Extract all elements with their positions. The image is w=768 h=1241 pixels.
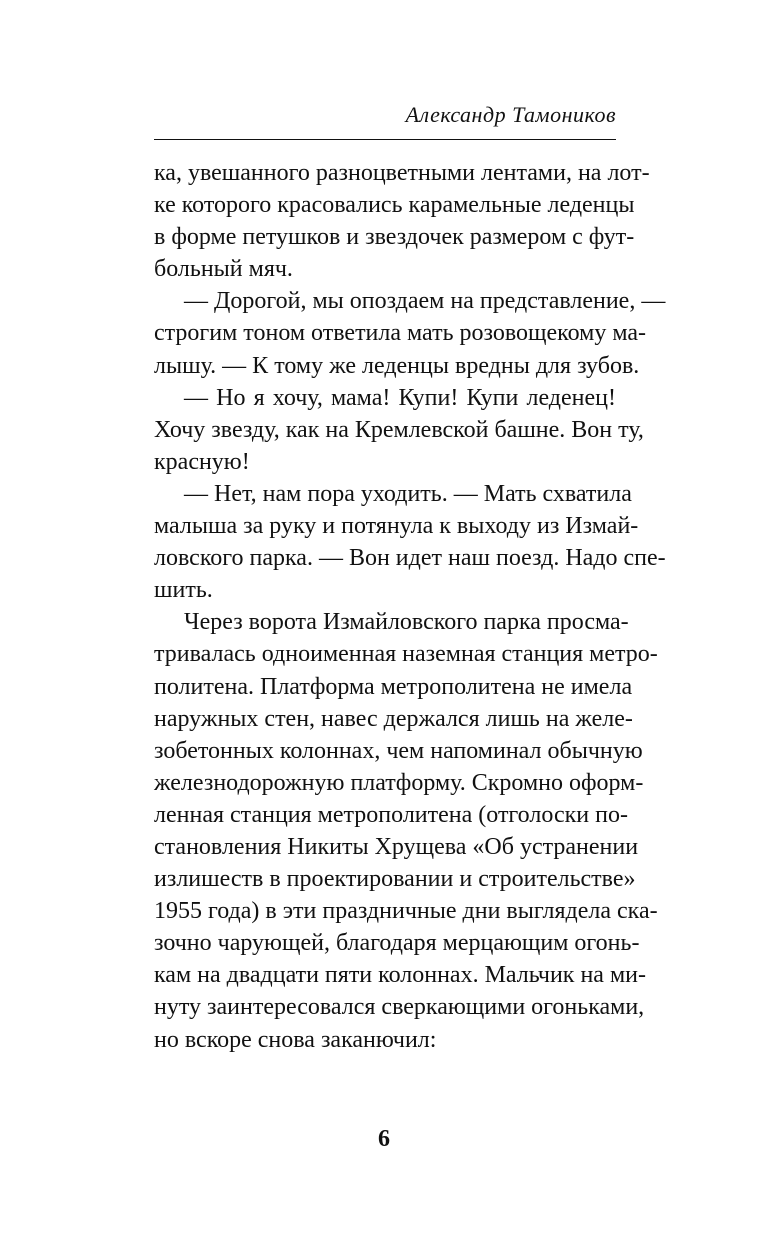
text-line: — Но я хочу, мама! Купи! Купи леденец!: [184, 384, 616, 411]
text-line: наружных стен, навес держался лишь на желе-: [154, 705, 633, 732]
text-line: железнодорожную платформу. Скромно оформ-: [154, 769, 644, 796]
text-line: Через ворота Измайловского парка просма-: [184, 609, 629, 636]
text-line: шить.: [154, 577, 213, 604]
text-line: больный мяч.: [154, 256, 293, 283]
text-line: красную!: [154, 448, 250, 475]
paragraph: [154, 285, 666, 381]
text-line: тривалась одноименная наземная станция метро-: [154, 641, 658, 668]
paragraph: [154, 478, 666, 606]
text-line: малыша за руку и потянула к выходу из Измай-: [154, 513, 639, 540]
text-line: зобетонных колоннах, чем напоминал обычную: [154, 737, 643, 764]
text-line: лышу. — К тому же леденцы вредны для зубов.: [154, 352, 640, 379]
text-line: политена. Платформа метрополитена не имела: [154, 673, 633, 700]
text-line: строгим тоном ответила мать розовощекому ма-: [154, 320, 646, 347]
text-line: нуту заинтересовался сверкающими огоньками,: [154, 994, 645, 1021]
running-head: [154, 100, 616, 140]
paragraph: [154, 606, 658, 1055]
text-line: Хочу звезду, как на Кремлевской башне. Вон ту,: [154, 416, 644, 443]
text-line: ка, увешанного разноцветными лентами, на лот-: [154, 160, 650, 186]
text-line: в форме петушков и звездочек размером с фут-: [154, 224, 635, 251]
text-line: ленная станция метрополитена (отголоски по-: [154, 801, 628, 828]
text-line: ке которого красовались карамельные леденцы: [154, 192, 635, 219]
text-line: — Дорогой, мы опоздаем на представление, —: [184, 288, 666, 315]
page-number: 6: [378, 1126, 390, 1152]
text-line: излишеств в проектировании и строительстве»: [154, 866, 636, 893]
text-line: зочно чарующей, благодаря мерцающим огонь-: [154, 930, 640, 957]
body-text: [154, 157, 666, 1056]
text-line: 1955 года) в эти праздничные дни выглядела ска-: [154, 898, 658, 925]
text-line: — Нет, нам пора уходить. — Мать схватила: [184, 480, 632, 507]
paragraph: [154, 382, 644, 478]
text-line: ловского парка. — Вон идет наш поезд. Надо спе-: [154, 545, 666, 572]
text-line: но вскоре снова заканючил:: [154, 1026, 437, 1053]
paragraph: [154, 157, 650, 285]
text-line: кам на двадцати пяти колоннах. Мальчик на ми-: [154, 962, 646, 989]
author-name: Александр Тамоников: [405, 102, 616, 127]
text-line: становления Никиты Хрущева «Об устранении: [154, 833, 639, 860]
